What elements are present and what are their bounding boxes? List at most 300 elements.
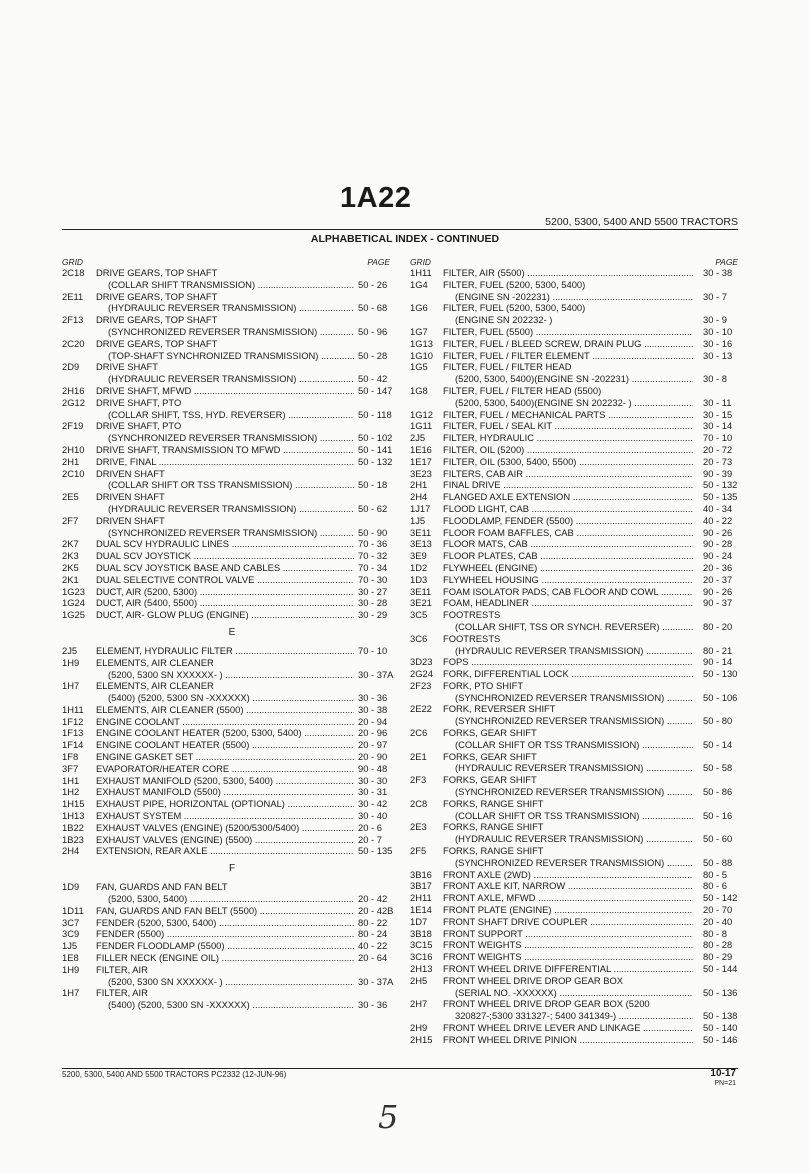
- page-reference: 20 - 40: [703, 915, 733, 927]
- page-title: 1A22: [340, 182, 412, 214]
- page-reference: 20 - 42B: [358, 904, 394, 916]
- entry-description: (HYDRAULIC REVERSER TRANSMISSION) .....: [455, 833, 693, 845]
- grid-code: 3C16: [410, 951, 433, 963]
- grid-code: 2E22: [410, 703, 432, 715]
- entry-description: FLOOD LIGHT, CAB .....: [443, 503, 693, 515]
- grid-code: 1G8: [410, 384, 428, 396]
- entry-description: FOOTRESTS: [443, 609, 501, 621]
- index-column-left: [62, 257, 394, 1011]
- index-entry: [62, 798, 390, 810]
- page-reference: 30 - 15: [703, 408, 733, 420]
- entry-description: (5400) (5200, 5300 SN -XXXXXX) .....: [108, 999, 354, 1011]
- page-reference: 30 - 38: [703, 267, 733, 278]
- entry-description: FLOOR PLATES, CAB .....: [443, 550, 693, 562]
- index-entry: [62, 645, 390, 657]
- index-entry: [410, 314, 738, 326]
- page-reference: 80 - 29: [703, 951, 733, 963]
- page-reference: 80 - 8: [703, 927, 727, 939]
- index-entry: [410, 751, 738, 763]
- index-entry: [62, 904, 394, 917]
- entry-description: FOAM ISOLATOR PADS, CAB FLOOR AND COWL .....: [443, 586, 693, 598]
- entry-description: FILTER, HYDRAULIC .....: [443, 432, 693, 444]
- grid-code: 2G12: [62, 396, 85, 408]
- grid-code: 3B16: [410, 868, 432, 880]
- index-entry: [410, 432, 738, 444]
- entry-description: (HYDRAULIC REVERSER TRANSMISSION) .....: [455, 762, 693, 774]
- entry-description: EXHAUST PIPE, HORIZONTAL (OPTIONAL) .....: [96, 798, 354, 810]
- entry-description: DRIVEN SHAFT: [96, 514, 165, 526]
- grid-code: 1D11: [62, 904, 84, 916]
- index-entry: [410, 350, 738, 362]
- index-entry: [62, 680, 390, 692]
- page-reference: 20 - 7: [358, 833, 382, 845]
- entry-description: FRONT WHEEL DRIVE DIFFERENTIAL .....: [443, 963, 693, 975]
- index-entry: [410, 810, 738, 822]
- index-entry: [62, 999, 390, 1011]
- grid-code: 2F23: [410, 679, 432, 691]
- index-entry: [410, 527, 738, 539]
- index-entry: [410, 550, 738, 562]
- index-entry: [62, 609, 390, 621]
- entry-description: (COLLAR SHIFT OR TSS TRANSMISSION) .....: [455, 810, 693, 822]
- index-entry: [62, 881, 390, 893]
- entry-description: FRONT PLATE (ENGINE) .....: [443, 904, 693, 916]
- entry-description: FILTER, FUEL (5200, 5300, 5400): [443, 278, 586, 290]
- index-entry: [62, 491, 390, 503]
- index-entry: [410, 762, 738, 774]
- grid-code: 2E11: [62, 290, 84, 302]
- entry-description: (5200, 5300, 5400)(ENGINE SN -202231) .....: [455, 373, 693, 385]
- page-reference: 50 - 26: [358, 278, 388, 290]
- entry-description: DRIVE GEARS, TOP SHAFT: [96, 337, 218, 349]
- entry-description: DUAL SCV JOYSTICK .....: [96, 550, 354, 562]
- entry-description: FILTER, AIR: [96, 963, 148, 975]
- index-entry: [62, 786, 390, 798]
- grid-code: 1F14: [62, 739, 84, 751]
- grid-code: 1G7: [410, 325, 428, 337]
- grid-code: 3F7: [62, 762, 79, 774]
- page-reference: 30 - 37A: [358, 668, 394, 680]
- entry-description: FRONT AXLE (2WD) .....: [443, 869, 693, 881]
- entry-description: FRONT WHEEL DRIVE PINION .....: [443, 1034, 693, 1046]
- entry-description: DUAL SCV HYDRAULIC LINES .....: [96, 538, 354, 550]
- entry-description: DRIVE SHAFT, PTO: [96, 396, 182, 408]
- grid-code: 1H1: [62, 774, 80, 786]
- section-letter-label: F: [228, 863, 236, 875]
- page-reference: 70 - 30: [358, 573, 388, 585]
- page-reference: 20 - 64: [358, 952, 388, 964]
- grid-code: 2F5: [410, 845, 427, 857]
- grid-code: 1E14: [410, 904, 432, 916]
- page-reference: 50 - 96: [358, 325, 388, 337]
- index-entry: [410, 373, 738, 385]
- page-reference: 20 - 73: [703, 455, 733, 467]
- page-reference: 30 - 36: [358, 692, 388, 704]
- entry-description: FORK, DIFFERENTIAL LOCK .....: [443, 668, 693, 680]
- entry-description: (SYNCHRONIZED REVERSER TRANSMISSION) .....: [455, 692, 693, 704]
- column-header: [62, 257, 390, 267]
- footer-page-number: 10-17: [710, 1068, 736, 1079]
- index-entry: [62, 326, 390, 338]
- page-reference: 40 - 34: [703, 502, 733, 514]
- index-entry: [410, 1010, 738, 1022]
- index-entry: [62, 775, 390, 787]
- index-entry: [62, 975, 394, 988]
- index-entry: [62, 503, 390, 515]
- entry-description: (COLLAR SHIFT TRANSMISSION) .....: [108, 279, 354, 291]
- grid-code: 1D7: [410, 915, 428, 927]
- grid-code: 1G13: [410, 337, 433, 349]
- index-entry: [410, 869, 738, 881]
- page-reference: 80 - 22: [358, 916, 388, 928]
- index-entry: [410, 491, 738, 503]
- index-entry: [62, 291, 390, 303]
- index-entry: [410, 291, 738, 303]
- entry-description: FAN, GUARDS AND FAN BELT (5500) .....: [96, 905, 354, 917]
- grid-code: 2H7: [410, 998, 428, 1010]
- entry-description: FILTER, FUEL / FILTER ELEMENT .....: [443, 350, 693, 362]
- page-reference: 40 - 22: [703, 514, 733, 526]
- entry-description: FILTER, FUEL / SEAL KIT .....: [443, 420, 693, 432]
- entry-description: (SYNCHRONIZED REVERSER TRANSMISSION) .....: [455, 786, 693, 798]
- page-reference: 50 - 80: [703, 715, 733, 727]
- grid-code: 2F7: [62, 514, 79, 526]
- entry-description: (COLLAR SHIFT, TSS, HYD. REVERSER) .....: [108, 409, 354, 421]
- index-entry: [410, 503, 738, 515]
- index-entry: [62, 716, 390, 728]
- entry-description: FILTER, FUEL / FILTER HEAD: [443, 361, 572, 373]
- grid-code: 2K1: [62, 573, 79, 585]
- entry-description: (SYNCHRONIZED REVERSER TRANSMISSION) .....: [108, 432, 354, 444]
- entry-description: (ENGINE SN -202231) .....: [455, 291, 693, 303]
- index-entry: [410, 774, 738, 786]
- index-entry: [62, 314, 390, 326]
- grid-code: 2K5: [62, 561, 79, 573]
- grid-code: 3E23: [410, 467, 432, 479]
- page-reference: 20 - 72: [703, 443, 733, 455]
- grid-code: 1H15: [62, 798, 85, 810]
- page-reference: 30 - 16: [703, 337, 733, 349]
- page-reference: 90 - 26: [703, 585, 733, 597]
- page-reference: 30 - 13: [703, 349, 733, 361]
- page-reference: 50 - 132: [358, 455, 393, 467]
- entry-description: (SERIAL NO. -XXXXXX) .....: [455, 987, 693, 999]
- page-reference: 30 - 37A: [358, 975, 394, 987]
- index-entry: [410, 279, 738, 291]
- grid-code: 2D9: [62, 361, 80, 373]
- page-reference: 50 - 140: [703, 1022, 738, 1033]
- index-entry: [410, 739, 738, 751]
- entry-description: EXHAUST MANIFOLD (5200, 5300, 5400) .....: [96, 775, 354, 787]
- page-reference: 50 - 102: [358, 432, 393, 444]
- entry-description: (HYDRAULIC REVERSER TRANSMISSION) .....: [108, 373, 354, 385]
- index-entry: [62, 586, 390, 598]
- grid-code: 2E1: [410, 750, 427, 762]
- entry-description: FILTER, FUEL / FILTER HEAD (5500): [443, 384, 602, 396]
- page-reference: 50 - 58: [703, 762, 733, 774]
- entry-description: (ENGINE SN 202232- ): [455, 314, 553, 326]
- index-entry: [410, 361, 738, 373]
- index-entry: [410, 1034, 738, 1046]
- grid-code: 2H10: [62, 443, 85, 455]
- index-entry: [62, 704, 390, 716]
- index-entry: [410, 668, 738, 680]
- grid-code: 1G6: [410, 302, 428, 314]
- entry-description: FILTER, AIR (5500) .....: [443, 267, 693, 279]
- entry-description: FINAL DRIVE .....: [443, 479, 693, 491]
- grid-code: 1H7: [62, 680, 80, 692]
- page-reference: 30 - 11: [703, 396, 732, 408]
- entry-description: FRONT SUPPORT .....: [443, 928, 693, 940]
- index-entry: [410, 798, 738, 810]
- index-entry: [62, 527, 390, 539]
- index-entry: [62, 562, 390, 574]
- entry-description: (HYDRAULIC REVERSER TRANSMISSION) .....: [108, 302, 354, 314]
- entry-description: (5400) (5200, 5300 SN -XXXXXX) .....: [108, 692, 354, 704]
- index-entry: [410, 845, 738, 857]
- grid-code: 1E17: [410, 455, 432, 467]
- entry-description: FORKS, RANGE SHIFT: [443, 821, 544, 833]
- index-entry: [62, 409, 390, 421]
- grid-code: 1F13: [62, 727, 84, 739]
- grid-code: 3E11: [410, 585, 432, 597]
- page-reference: 30 - 14: [703, 420, 733, 432]
- grid-code: 1D2: [410, 561, 428, 573]
- page-reference: 50 - 62: [358, 502, 388, 514]
- grid-code: 1B22: [62, 821, 84, 833]
- index-entry: [410, 302, 738, 314]
- handwritten-mark: 5: [378, 1098, 399, 1136]
- page-reference: 30 - 27: [358, 585, 388, 597]
- index-entry: [410, 703, 738, 715]
- page-reference: 30 - 8: [703, 373, 727, 385]
- grid-code: 2C10: [62, 467, 85, 479]
- index-entry: [62, 668, 394, 681]
- entry-description: DUCT, AIR (5200, 5300) .....: [96, 586, 354, 598]
- section-title: ALPHABETICAL INDEX - CONTINUED: [310, 233, 500, 245]
- index-entry: [62, 338, 390, 350]
- entry-description: DRIVE GEARS, TOP SHAFT: [96, 314, 218, 326]
- page-reference: 50 - 86: [703, 786, 733, 798]
- index-entry: [410, 538, 738, 550]
- entry-description: (COLLAR SHIFT, TSS OR SYNCH. REVERSER) .....: [455, 621, 693, 633]
- entry-description: FRONT WHEEL DRIVE LEVER AND LINKAGE .....: [443, 1022, 693, 1034]
- index-entry: [410, 397, 738, 409]
- entry-description: FLOODLAMP, FENDER (5500) .....: [443, 515, 693, 527]
- grid-code: 1E8: [62, 952, 79, 964]
- page-reference: 80 - 6: [703, 880, 727, 892]
- page-reference: 50 - 130: [703, 668, 738, 680]
- page-reference: 20 - 6: [358, 821, 382, 833]
- entry-description: DUAL SCV JOYSTICK BASE AND CABLES .....: [96, 562, 354, 574]
- grid-code: 3E13: [410, 538, 432, 550]
- entry-description: FILTER, OIL (5300, 5400, 5500) .....: [443, 456, 693, 468]
- grid-code: 2H15: [410, 1033, 433, 1045]
- entry-description: FLOOR FOAM BAFFLES, CAB .....: [443, 527, 693, 539]
- footer-pn: PN=21: [714, 1080, 736, 1087]
- page-reference: 70 - 10: [358, 644, 388, 656]
- entry-description: FRONT AXLE KIT, NARROW .....: [443, 880, 693, 892]
- page-reference: 30 - 38: [358, 703, 388, 715]
- entry-description: FLANGED AXLE EXTENSION .....: [443, 491, 693, 503]
- entry-description: EXHAUST VALVES (ENGINE) (5500) .....: [96, 834, 354, 846]
- grid-code: 1G5: [410, 361, 428, 373]
- page-reference: 70 - 32: [358, 550, 388, 562]
- index-entry: [410, 456, 738, 468]
- entry-description: FORKS, GEAR SHIFT: [443, 727, 537, 739]
- page-reference: 50 - 18: [358, 479, 388, 491]
- grid-code: 2C8: [410, 797, 428, 809]
- index-entry: [410, 326, 738, 338]
- page-reference: 50 - 135: [358, 845, 393, 857]
- grid-code: 2K3: [62, 550, 79, 562]
- grid-code: 1H11: [410, 267, 432, 278]
- page-reference: 50 - 138: [703, 1010, 738, 1022]
- entry-description: DUCT, AIR- GLOW PLUG (ENGINE) .....: [96, 609, 354, 621]
- index-column-right: [410, 257, 738, 1046]
- index-entry: [410, 975, 738, 987]
- index-entry: [410, 833, 738, 845]
- index-entry: [62, 952, 390, 964]
- index-entry: [410, 515, 738, 527]
- entry-description: (5200, 5300 SN XXXXXX- ) .....: [108, 669, 354, 681]
- grid-code: 3B18: [410, 927, 432, 939]
- grid-code: 2H5: [410, 974, 428, 986]
- index-entry: [62, 597, 390, 609]
- index-entry: [62, 727, 390, 739]
- entry-description: FORKS, GEAR SHIFT: [443, 774, 537, 786]
- index-list-left: [62, 267, 394, 1011]
- index-entry: [410, 963, 738, 975]
- entry-description: (SYNCHRONIZED REVERSER TRANSMISSION) .....: [455, 857, 693, 869]
- entry-description: FILTERS, CAB AIR .....: [443, 468, 693, 480]
- entry-description: FENDER (5200, 5300, 5400) .....: [96, 917, 354, 929]
- index-entry: [62, 940, 390, 952]
- page-reference: 40 - 22: [358, 940, 388, 952]
- page-reference: 20 - 42: [358, 893, 388, 905]
- page-reference: 50 - 144: [703, 963, 738, 975]
- index-entry: [62, 574, 390, 586]
- entry-description: FORK, REVERSER SHIFT: [443, 703, 556, 715]
- entry-description: FLOOR MATS, CAB .....: [443, 538, 693, 550]
- index-entry: [62, 692, 390, 704]
- entry-description: FILTER, FUEL / MECHANICAL PARTS .....: [443, 409, 693, 421]
- index-entry: [62, 893, 390, 905]
- grid-code: 1H9: [62, 656, 80, 668]
- page-reference: 50 - 106: [703, 691, 738, 703]
- entry-description: DRIVE SHAFT, TRANSMISSION TO MFWD .....: [96, 444, 354, 456]
- page-reference: 30 - 9: [703, 314, 727, 326]
- entry-description: (SYNCHRONIZED REVERSER TRANSMISSION) .....: [108, 527, 354, 539]
- grid-code: 1G23: [62, 585, 85, 597]
- page-reference: 80 - 5: [703, 868, 727, 880]
- header-divider: [62, 229, 738, 230]
- page-reference: 30 - 28: [358, 597, 388, 609]
- page-reference: 20 - 94: [358, 715, 388, 727]
- footer-divider: [62, 1068, 738, 1069]
- index-entry: [62, 987, 390, 999]
- grid-code: 3D23: [410, 656, 433, 668]
- page-reference: 50 - 88: [703, 856, 733, 868]
- grid-code: 2H1: [410, 479, 428, 491]
- page-reference: 90 - 14: [703, 656, 733, 668]
- entry-description: (5200, 5300 SN XXXXXX- ) .....: [108, 976, 354, 988]
- index-entry: [410, 479, 738, 491]
- page-reference: 90 - 37: [703, 597, 733, 609]
- page-reference: 50 - 146: [703, 1033, 738, 1045]
- index-entry: [410, 574, 738, 586]
- page-reference: 30 - 7: [703, 290, 727, 302]
- grid-code: 1D3: [410, 573, 428, 585]
- index-list-right: [410, 267, 738, 1046]
- grid-code: 1E16: [410, 443, 432, 455]
- page-reference: 20 - 97: [358, 739, 388, 751]
- page-reference: 50 - 136: [703, 986, 738, 998]
- index-entry: [410, 385, 738, 397]
- entry-description: FILTER, FUEL (5200, 5300, 5400): [443, 302, 586, 314]
- entry-description: EXHAUST SYSTEM .....: [96, 810, 354, 822]
- index-entry: [410, 916, 738, 928]
- grid-code: 2H1: [62, 455, 80, 467]
- entry-description: FRONT WHEEL DRIVE DROP GEAR BOX (5200: [443, 998, 650, 1010]
- grid-code: 1H9: [62, 963, 80, 975]
- page-header: PAGE: [715, 257, 738, 267]
- index-entry: [410, 786, 738, 798]
- index-entry: [410, 692, 738, 704]
- column-header: [410, 257, 738, 267]
- grid-code: 1G25: [62, 609, 85, 621]
- grid-code: 2C20: [62, 337, 85, 349]
- index-entry: [410, 444, 738, 456]
- index-entry: [410, 633, 738, 645]
- grid-code: 1J5: [62, 940, 78, 952]
- index-entry: [62, 373, 390, 385]
- entry-description: (HYDRAULIC REVERSER TRANSMISSION) .....: [455, 645, 693, 657]
- index-entry: [62, 550, 390, 562]
- entry-description: FRONT AXLE, MFWD .....: [443, 892, 693, 904]
- entry-description: DUAL SELECTIVE CONTROL VALVE .....: [96, 574, 354, 586]
- entry-description: ENGINE GASKET SET .....: [96, 751, 354, 763]
- grid-code: 3E11: [410, 526, 432, 538]
- grid-header: GRID: [410, 257, 431, 267]
- grid-code: 1G4: [410, 278, 428, 290]
- grid-code: 2H4: [410, 491, 428, 503]
- grid-code: 2F19: [62, 420, 84, 432]
- entry-description: FRONT WHEEL DRIVE DROP GEAR BOX: [443, 974, 624, 986]
- page-reference: 30 - 42: [358, 798, 388, 810]
- section-letter: [62, 857, 390, 881]
- page-reference: 50 - 16: [703, 809, 733, 821]
- index-entry: [410, 338, 738, 350]
- page-reference: 50 - 60: [703, 833, 733, 845]
- index-entry: [62, 917, 390, 929]
- grid-code: 1D9: [62, 881, 80, 893]
- entry-description: ELEMENTS, AIR CLEANER: [96, 656, 214, 668]
- grid-code: 2E3: [410, 821, 427, 833]
- page-reference: 90 - 24: [703, 550, 733, 562]
- index-entry: [62, 267, 390, 279]
- entry-description: ENGINE COOLANT HEATER (5200, 5300, 5400) .....: [96, 727, 354, 739]
- index-entry: [410, 727, 738, 739]
- grid-code: 2J5: [410, 432, 426, 444]
- index-entry: [62, 751, 390, 763]
- index-entry: [62, 739, 390, 751]
- grid-code: 2J5: [62, 644, 78, 656]
- index-entry: [410, 468, 738, 480]
- page-reference: 50 - 90: [358, 526, 388, 538]
- index-entry: [62, 350, 390, 362]
- index-entry: [62, 928, 390, 940]
